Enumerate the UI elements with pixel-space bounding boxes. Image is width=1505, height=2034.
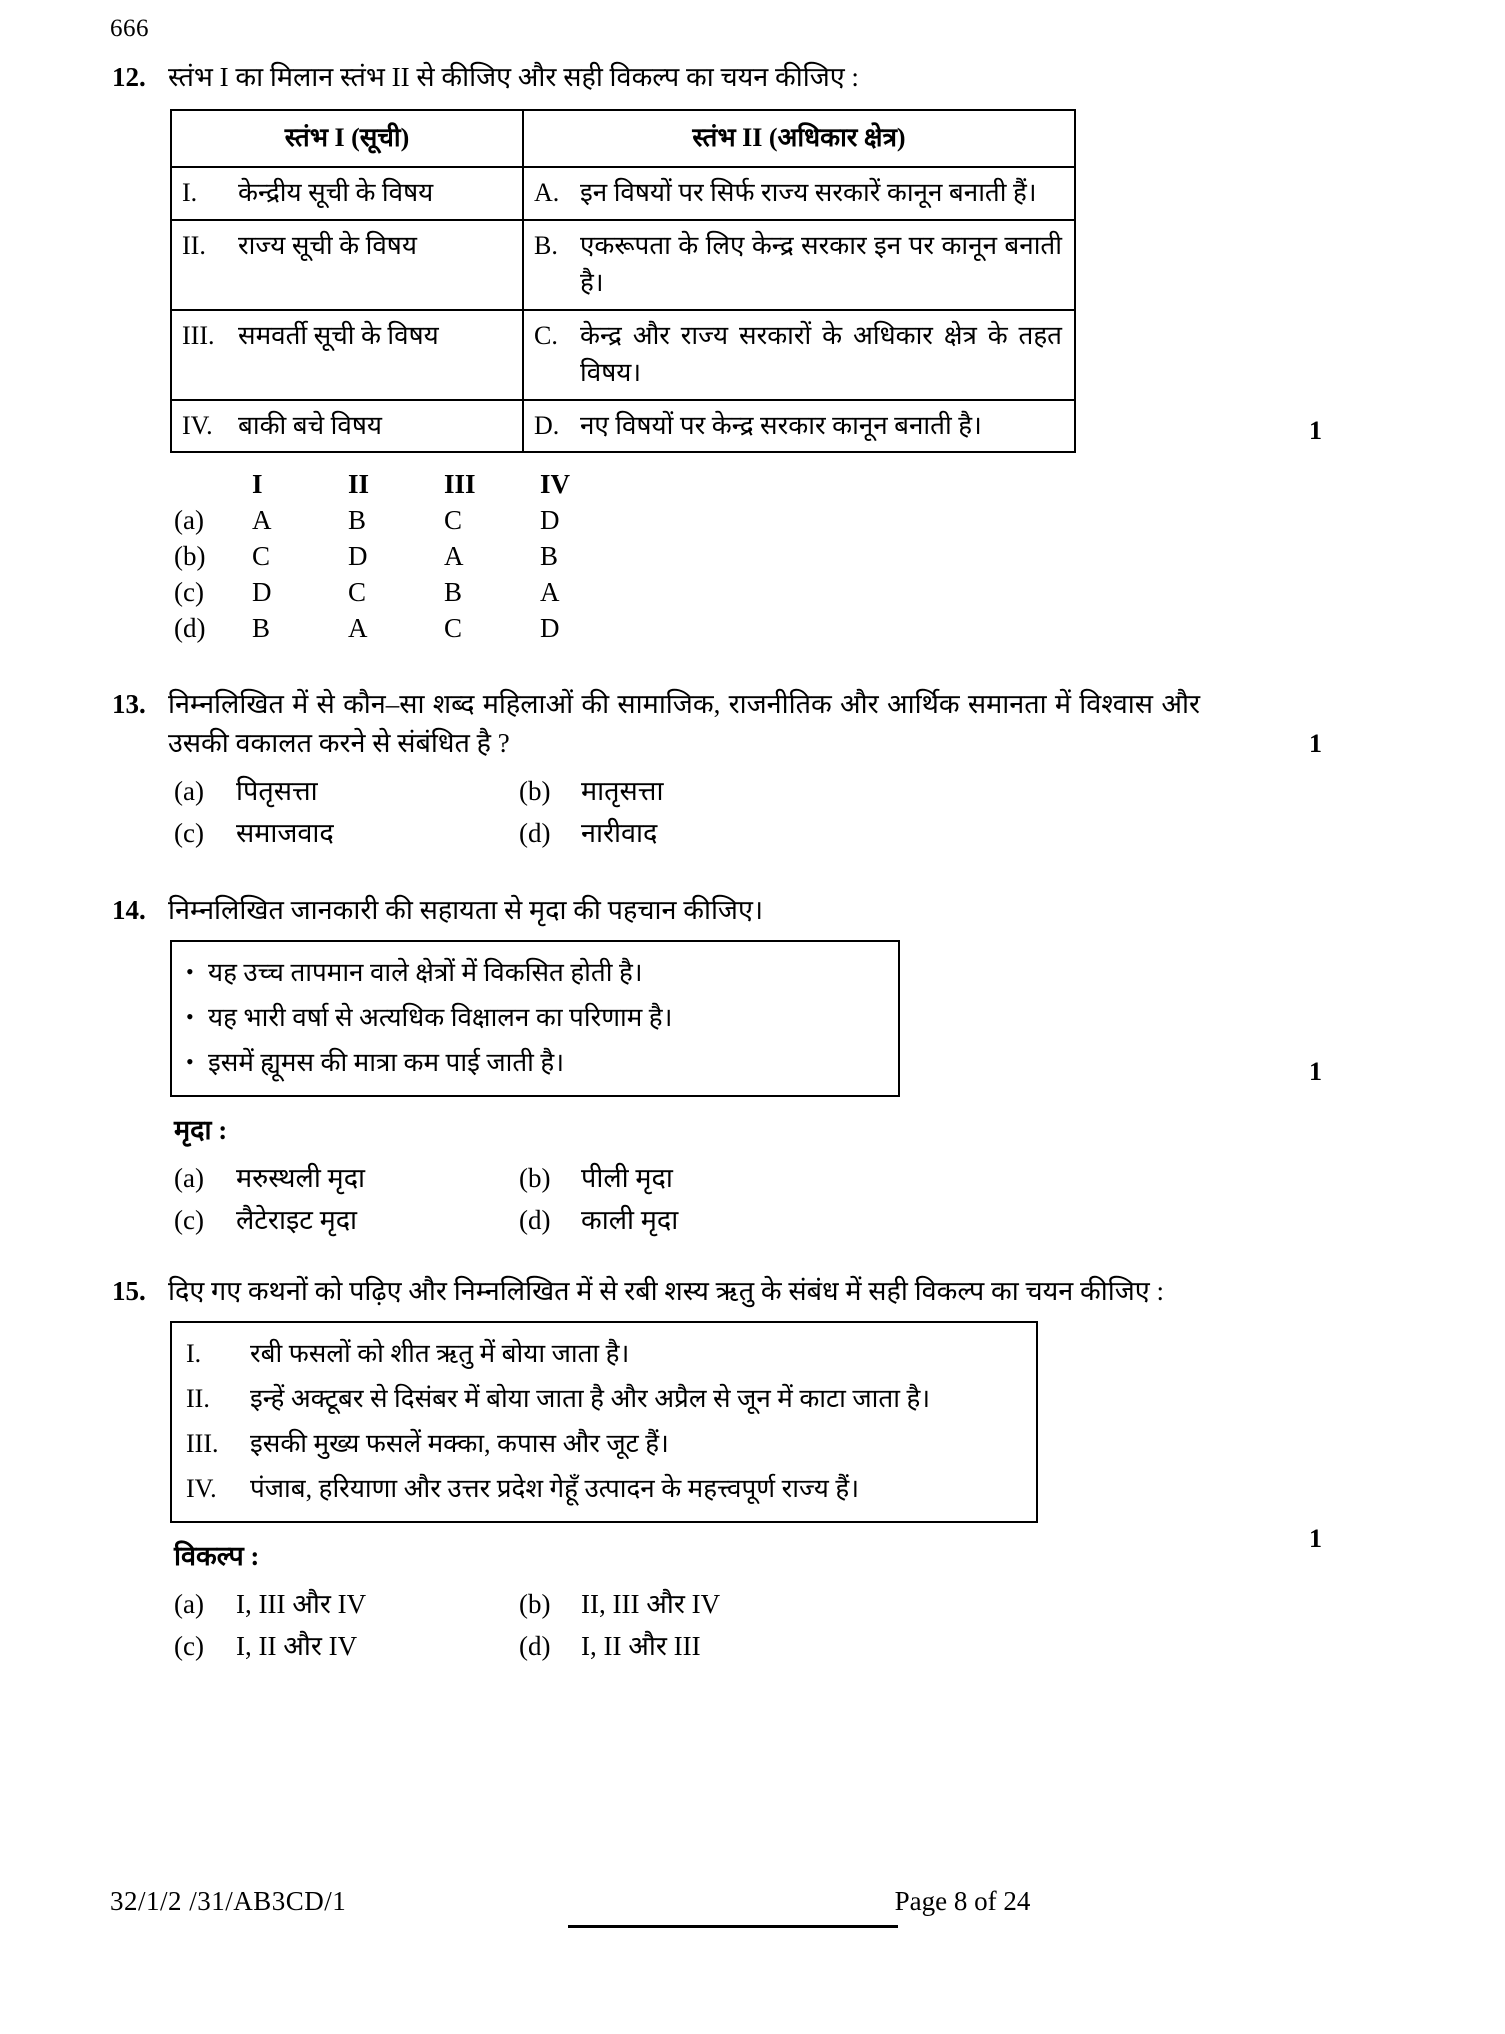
footer-rule [568,1925,898,1928]
matrix-header-i: I [252,469,263,500]
matrix-option-b-i: C [252,541,271,572]
matrix-option-c-iii: B [444,577,463,608]
question-15-option-d[interactable] [519,1626,864,1668]
bullet-icon: • [186,959,194,985]
question-15-option-d-text: I, II और III [581,1631,701,1662]
matrix-option-b-ii: D [348,541,368,572]
option-row [174,771,1200,813]
match-row-2-left-numeral: II. [182,230,206,260]
matrix-option-c-label: (c) [174,577,204,608]
question-15-option-b[interactable] [519,1584,864,1626]
question-13-option-a-label: (a) [174,776,204,807]
match-row-2-right-letter: B. [534,230,558,260]
match-row-3-right [523,310,1075,400]
question-13-option-d-text: नारीवाद [581,818,658,849]
question-15-option-b-text: II, III और IV [581,1589,721,1620]
question-14-option-a-text: मरुस्थली मृदा [236,1163,366,1194]
matrix-header-blank [174,467,252,503]
question-14 [110,891,1322,1242]
match-row-4-right [523,400,1075,453]
question-14-option-b[interactable] [519,1158,864,1200]
question-15-statement-4-label: IV. [186,1474,217,1504]
option-row [174,1200,1200,1242]
question-13-options [174,771,1200,855]
question-14-option-b-text: पीली मृदा [581,1163,673,1194]
match-table-header-column-1: स्तंभ I (सूची) [171,110,523,167]
question-15-statement-1-label: I. [186,1339,202,1369]
question-14-option-d-label: (d) [519,1205,551,1236]
question-14-bullet-3: इसमें ह्यूमस की मात्रा कम पाई जाती है। [208,1048,565,1078]
matrix-option-d-i: B [252,613,271,644]
question-15-statement-2-text: इन्हें अक्टूबर से दिसंबर में बोया जाता है और अप्रैल से जून में काटा जाता है। [250,1384,931,1414]
matrix-option-a-iii: C [444,505,463,536]
matrix-option-b-iii: A [444,541,464,572]
page-content [110,14,1322,1672]
match-row-4-left-text: बाकी बचे विषय [238,410,382,440]
match-row-4-right-letter: D. [534,410,560,440]
question-14-number: 14. [112,894,146,925]
question-14-option-a-label: (a) [174,1163,204,1194]
list-item [186,1040,884,1085]
match-row-2-right-text: एकरूपता के लिए केन्द्र सरकार इन पर कानून बनाती है। [580,230,1062,297]
question-15-statement-1-text: रबी फसलों को शीत ऋतु में बोया जाता है। [250,1339,630,1369]
question-12-match-table [170,109,1076,453]
matrix-option-b-iv: B [540,541,559,572]
match-row-1-right-letter: A. [534,178,560,208]
match-row-4-right-text: नए विषयों पर केन्द्र सरकार कानून बनाती है। [580,410,982,440]
list-item [186,950,884,995]
match-row-4-left [171,400,523,453]
match-row-1-right [523,167,1075,220]
question-12-matrix-options [174,467,1200,647]
matrix-option-a-label: (a) [174,505,204,536]
match-table-header-column-2: स्तंभ II (अधिकार क्षेत्र) [523,110,1075,167]
question-14-info-box [170,940,900,1097]
question-14-option-a[interactable] [174,1158,519,1200]
table-row [171,220,1075,310]
list-item [186,1466,1022,1511]
question-13-option-b[interactable] [519,771,864,813]
match-row-3-left [171,310,523,400]
matrix-option-a-i: A [252,505,272,536]
question-14-option-d[interactable] [519,1200,864,1242]
question-13-option-b-text: मातृसत्ता [581,776,664,807]
matrix-option-c[interactable] [174,575,1200,611]
list-item [186,1331,1022,1376]
question-15-statement-4-text: पंजाब, हरियाणा और उत्तर प्रदेश गेहूँ उत्पादन के महत्त्वपूर्ण राज्य हैं। [250,1474,860,1504]
question-13-option-d[interactable] [519,813,864,855]
match-row-1-left [171,167,523,220]
question-14-bullet-1: यह उच्च तापमान वाले क्षेत्रों में विकसित होती है। [208,958,643,988]
table-row [171,400,1075,453]
question-15-option-c-text: I, II और IV [236,1631,358,1662]
option-row [174,1584,1200,1626]
question-15-number: 15. [112,1275,146,1306]
footer-page-number: Page 8 of 24 [894,1886,1031,1916]
page-footer [110,1886,1395,1928]
question-13-option-c-text: समाजवाद [236,818,334,849]
question-15-options [174,1584,1200,1668]
question-14-option-c[interactable] [174,1200,519,1242]
question-15-option-a-label: (a) [174,1589,204,1620]
question-13-number: 13. [112,689,146,720]
question-15-option-b-label: (b) [519,1589,551,1620]
question-15-sublabel: विकल्प : [174,1541,260,1572]
match-table-header-row [171,110,1075,167]
question-13-option-c[interactable] [174,813,519,855]
match-row-2-right [523,220,1075,310]
question-13-option-a[interactable] [174,771,519,813]
matrix-header-row [174,467,1200,503]
question-15-statement-3-label: III. [186,1429,219,1459]
match-row-3-right-text: केन्द्र और राज्य सरकारों के अधिकार क्षेत्र के तहत विषय। [580,320,1062,387]
matrix-option-a[interactable] [174,503,1200,539]
question-14-option-d-text: काली मृदा [581,1205,679,1236]
match-row-4-left-numeral: IV. [182,410,213,440]
question-15-option-c[interactable] [174,1626,519,1668]
paper-code-top: 666 [110,15,149,42]
question-12-marks: 1 [1309,416,1322,445]
question-14-option-c-text: लैटेराइट मृदा [236,1205,358,1236]
matrix-option-c-ii: C [348,577,367,608]
match-row-2-left-text: राज्य सूची के विषय [238,230,417,260]
option-row [174,1158,1200,1200]
footer-paper-code: 32/1/2 /31/AB3CD/1 [110,1886,347,1916]
question-15-option-a-text: I, III और IV [236,1589,367,1620]
question-15-statement-2-label: II. [186,1384,210,1414]
question-13-option-d-label: (d) [519,818,551,849]
question-12 [110,58,1322,647]
question-15-option-a[interactable] [174,1584,519,1626]
match-row-3-left-numeral: III. [182,320,215,350]
matrix-header-iv: IV [540,469,571,500]
question-13-marks: 1 [1309,729,1322,759]
option-row [174,1626,1200,1668]
match-row-2-left [171,220,523,310]
table-row [171,310,1075,400]
match-row-1-right-text: इन विषयों पर सिर्फ राज्य सरकारें कानून बनाती हैं। [580,178,1037,208]
question-13-text: निम्नलिखित में से कौन–सा शब्द महिलाओं की सामाजिक, राजनीतिक और आर्थिक समानता में विश्वास और उसकी वकालत करने से संबंधित है ? [168,689,1200,759]
question-14-bullet-2: यह भारी वर्षा से अत्यधिक विक्षालन का परिणाम है। [208,1003,673,1033]
question-12-text: स्तंभ I का मिलान स्तंभ II से कीजिए और सही विकल्प का चयन कीजिए : [168,62,859,92]
question-13-option-a-text: पितृसत्ता [236,776,318,807]
matrix-option-b-label: (b) [174,541,206,572]
question-15-statement-box [170,1321,1038,1523]
list-item [186,1421,1022,1466]
matrix-option-c-i: D [252,577,272,608]
question-15-text: दिए गए कथनों को पढ़िए और निम्नलिखित में से रबी शस्य ऋतु के संबंध में सही विकल्प का चयन कीजिए : [168,1275,1164,1306]
question-12-number: 12. [112,62,146,92]
footer-page-number-wrap [510,1886,1395,1928]
question-13 [110,685,1322,855]
match-row-3-right-letter: C. [534,320,558,350]
question-14-option-c-label: (c) [174,1205,204,1236]
matrix-option-d[interactable] [174,611,1200,647]
question-15-marks: 1 [1309,1523,1322,1553]
matrix-option-a-ii: B [348,505,367,536]
question-13-option-c-label: (c) [174,818,204,849]
matrix-option-d-label: (d) [174,613,206,644]
question-15-statement-3-text: इसकी मुख्य फसलें मक्का, कपास और जूट हैं। [250,1429,669,1459]
matrix-header-ii: II [348,469,370,500]
match-row-1-left-numeral: I. [182,178,198,208]
bullet-icon: • [186,1004,194,1030]
matrix-header-iii: III [444,469,476,500]
table-row [171,167,1075,220]
question-14-text: निम्नलिखित जानकारी की सहायता से मृदा की पहचान कीजिए। [168,894,764,925]
question-15-option-d-label: (d) [519,1631,551,1662]
matrix-option-d-iv: D [540,613,560,644]
list-item [186,1376,1022,1421]
question-13-option-b-label: (b) [519,776,551,807]
matrix-option-d-iii: C [444,613,463,644]
question-15-option-c-label: (c) [174,1631,204,1662]
match-row-3-left-text: समवर्ती सूची के विषय [238,320,439,350]
list-item [186,995,884,1040]
option-row [174,813,1200,855]
matrix-option-d-ii: A [348,613,368,644]
match-row-1-left-text: केन्द्रीय सूची के विषय [238,178,434,208]
bullet-icon: • [186,1049,194,1075]
matrix-option-b[interactable] [174,539,1200,575]
question-14-marks: 1 [1309,1056,1322,1086]
question-14-options [174,1158,1200,1242]
matrix-option-c-iv: A [540,577,560,608]
question-15 [110,1272,1322,1668]
question-14-option-b-label: (b) [519,1163,551,1194]
matrix-option-a-iv: D [540,505,560,536]
question-14-sublabel: मृदा : [174,1115,228,1146]
